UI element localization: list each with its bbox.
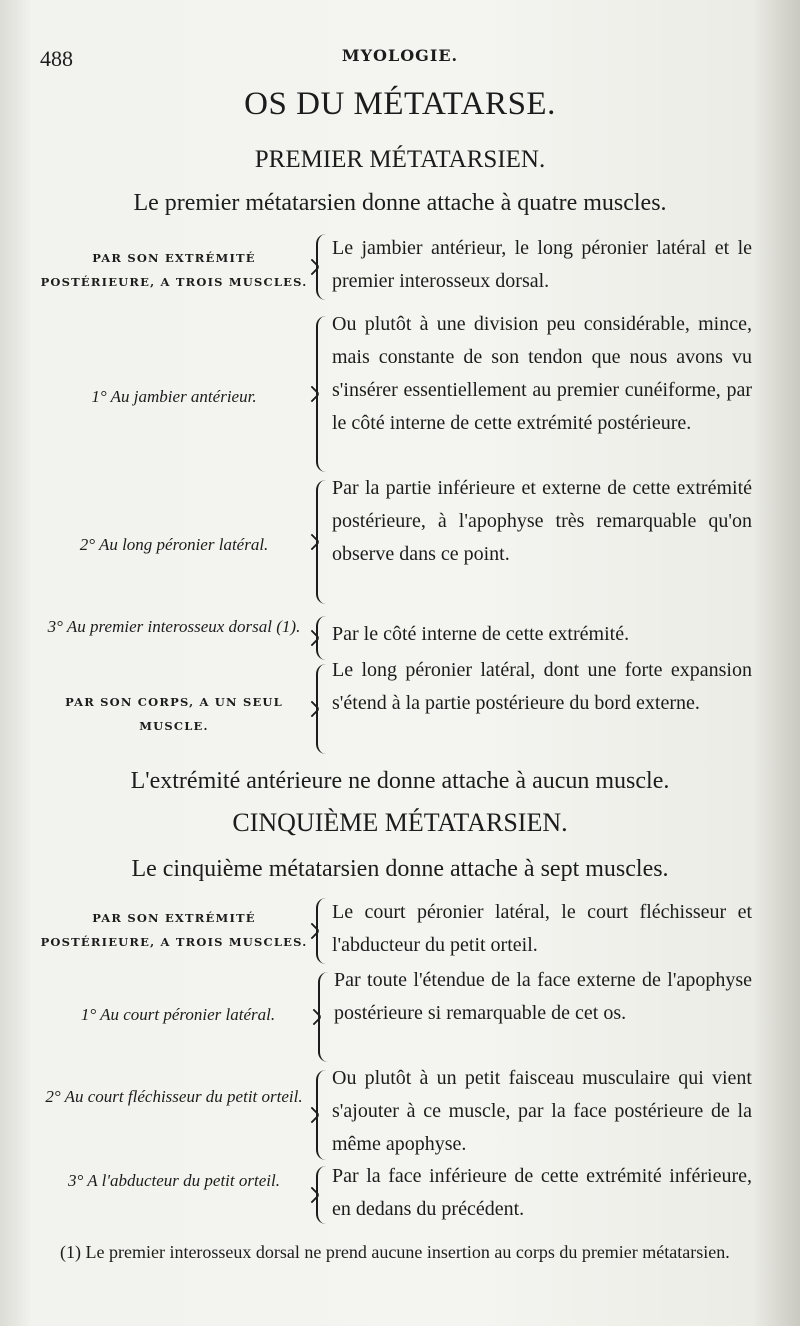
entry-description: Par la face inférieure de cette extrémité inférieure, en dedans du précédent. [332,1165,752,1220]
brace-icon [316,1070,326,1160]
entry-label: 1° Au court péronier latéral. [80,1005,276,1024]
entry-label: 3° A l'abducteur du petit orteil. [68,1171,280,1190]
subsection-title-premier: PREMIER MÉTATARSIEN. [254,146,546,173]
brace-icon [316,1166,326,1224]
brace-icon [318,972,328,1062]
entry-description: Par toute l'étendue de la face externe de l'apophyse postérieure si remarquable de cet os. [334,969,752,1024]
entry-description: Par la partie inférieure et externe de cette extrémité postérieure, à l'apophyse très remarquable qu'on observe dans ce point. [332,477,752,565]
premier-intro: Le premier métatarsien donne attache à quatre muscles. [133,190,667,216]
brace-icon [316,316,326,472]
brace-icon [316,616,326,660]
anterior-note: L'extrémité antérieure ne donne attache à aucun muscle. [130,768,670,794]
brace-icon [316,664,326,754]
subsection-title-cinquieme: CINQUIÈME MÉTATARSIEN. [232,808,568,837]
footnote: (1) Le premier interosseux dorsal ne prend aucune insertion au corps du premier métatarsien. [60,1242,730,1262]
entry-label: PAR SON EXTRÉMITÉ POSTÉRIEURE, A TROIS MUSCLES. [40,911,308,949]
entry-description: Ou plutôt à un petit faisceau musculaire qui vient s'ajouter à ce muscle, par la face postérieure de la même apophyse. [332,1067,752,1155]
entry-description: Par le côté interne de cette extrémité. [332,623,630,645]
entry-label: 2° Au court fléchisseur du petit orteil. [45,1087,303,1106]
entry-description: Le long péronier latéral, dont une forte expansion s'étend à la partie postérieure du bord externe. [332,659,752,714]
entry-description: Le court péronier latéral, le court fléchisseur et l'abducteur du petit orteil. [332,901,752,956]
entry-label: 3° Au premier interosseux dorsal (1). [47,617,301,636]
entry-label: PAR SON EXTRÉMITÉ POSTÉRIEURE, A TROIS MUSCLES. [40,251,308,289]
entry-description: Le jambier antérieur, le long péronier latéral et le premier interosseux dorsal. [332,237,752,292]
entry-label: PAR SON CORPS, A UN SEUL MUSCLE. [65,695,283,733]
running-head: MYOLOGIE. [341,46,459,65]
entry-description: Ou plutôt à une division peu considérable, mince, mais constante de son tendon que nous avons vu s'insérer essentiellement au premier cunéiforme, par le côté interne de cette extrémité postérieure. [332,313,752,434]
brace-icon [316,898,326,964]
section-title: OS DU MÉTATARSE. [244,86,556,122]
page-number: 488 [40,46,73,71]
brace-icon [316,234,326,300]
brace-icon [316,480,326,604]
entry-label: 1° Au jambier antérieur. [91,387,257,406]
entry-label: 2° Au long péronier latéral. [79,535,269,554]
cinquieme-intro: Le cinquième métatarsien donne attache à sept muscles. [131,856,669,882]
